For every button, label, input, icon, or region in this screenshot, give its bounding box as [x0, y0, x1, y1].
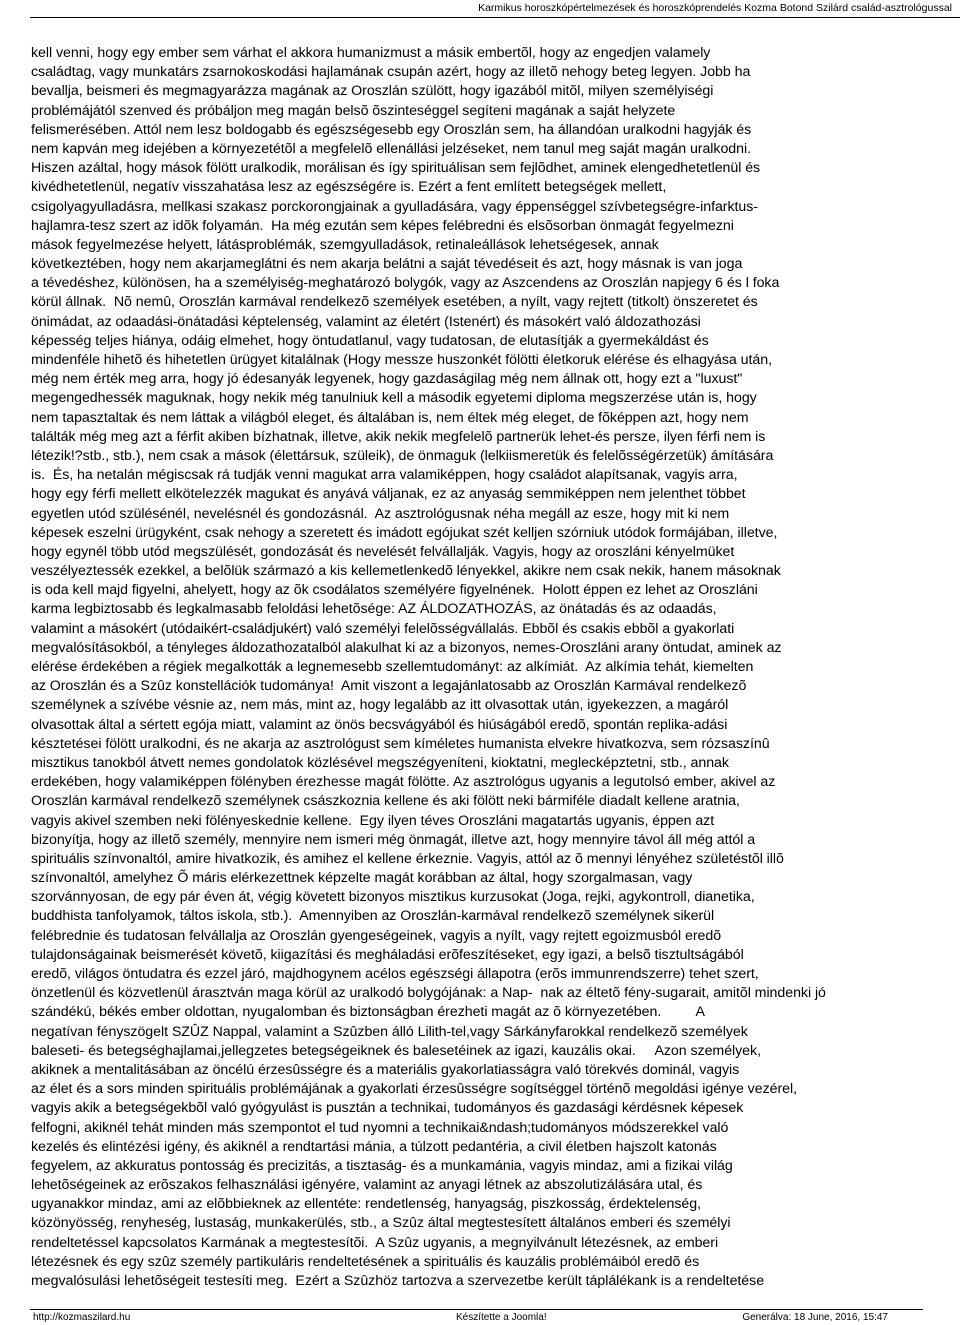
body-text-line: körül állnak. Nõ nemû, Oroszlán karmával rendelkezõ személyek esetében, a nyílt, vagy rejtett (titkolt) önszeretet és	[31, 294, 758, 311]
body-text-line: valamint a másokért (utódaikért-családjukért) való személyi felelõsségvállalás. Ebbõl és csakis ebbõl a gyakorlati	[31, 620, 735, 637]
body-text-line: késztetései fölött uralkodni, és ne akarja az asztrológust sem kíméletes humanista elvekre hivatkozva, sem rózsaszínû	[31, 735, 770, 752]
body-text-line: eredõ, világos öntudatra és ezzel járó, majdhogynem acélos egészségi állapotra (erõs immunrendszerre) tehet szert,	[31, 966, 759, 982]
body-text-line: olvasottak által a sértett egója miatt, valamint az önös becsvágyából és hiúságából eredõ, spontán replika-adási	[31, 716, 728, 733]
body-text-line: megengedhessék maguknak, hogy nekik még tanulniuk kell a második egyetemi diploma megszerzése után is, hogy	[31, 390, 757, 407]
body-text-line: misztikus tanokból átvett nemes gondolatok közlésével megszégyeníteni, kioktatni, meglecképztetni, stb., annak	[31, 754, 729, 771]
body-text-line: rendeltetéssel kapcsolatos Karmának a megtestesítõi. A Szûz ugyanis, a megnyilvánult létezésnek, az emberi	[31, 1234, 719, 1251]
body-text-line: önzetlenül és közvetlenül árasztván maga körül az uralkodó bolygójának: a Nap- nak az éltetõ fény-sugarait, amitõl mindenki jó	[31, 985, 826, 1002]
body-text-line: vagyis akivel szemben neki fölényeskednie kellene. Egy ilyen téves Oroszláni magatartás ugyanis, éppen azt	[31, 812, 715, 829]
body-text-line: felébrednie és tudatosan felvállalja az Oroszlán gyengeségeinek, vagyis a nyílt, vagy rejtett egoizmusból eredõ	[31, 927, 722, 944]
body-text-line: képesség teljes hiánya, odáig elmehet, hogy öntudatlanul, vagy tudatosan, de elutasítják a gyermekáldást és	[31, 332, 709, 349]
body-text-line: szándékú, békés ember oldottan, nyugalomban és biztonságban érezheti magát az õ környezetében. A	[31, 1004, 705, 1021]
body-text-line: létezésnek és egy szûz személy partikuláris rendeltetésének a spirituális és kauzális problémáiból eredõ és	[31, 1253, 700, 1270]
body-text-line: hogy egy férfi mellett elkötelezzék magukat és anyává váljanak, ez az anyaság semmiképpen nem jelenthet többet	[31, 486, 746, 503]
footer-generated-date: Generálva: 18 June, 2016, 15:47	[742, 1312, 888, 1323]
footer-divider	[30, 1309, 923, 1310]
body-text-line: következtében, hogy nem akarjameglátni és nem akarja belátni a saját tévedéseit és azt, hogy másnak is van joga	[31, 256, 743, 273]
body-text-line: is. És, ha netalán mégiscsak rá tudják venni magukat arra valamiképpen, hogy családot alapítsanak, vagyis arra,	[31, 467, 738, 484]
body-text-line: buddhista tanfolyamok, táltos iskola, stb.). Amennyiben az Oroszlán-karmával rendelkezõ személynek sikerül	[31, 908, 715, 925]
body-text-line: elérése érdekében a régiek megalkották a legnemesebb szellemtudományt: az alkímiát. Az alkímia tehát, kiemelten	[31, 659, 754, 675]
header-divider	[30, 17, 960, 18]
body-text-line: negatívan fényszögelt SZÛZ Nappal, valamint a Szûzben álló Lilith-tel,vagy Sárkányfarokkal rendelkezõ személyek	[31, 1023, 748, 1040]
body-text-line: bevallja, beismeri és megmagyarázza magának az Oroszlán szülött, hogy igazából mitõl, milyen személyiségi	[31, 83, 714, 100]
body-text-line: létezik!?stb., stb.), nem csak a mások (élettársuk, szüleik), de önmaguk (lelkiismeretük és felelõsségérzetük) ámítására	[31, 447, 774, 464]
body-text-line: mindenféle hihetõ és hihetetlen ürügyet kitalálnak (Hogy messze huszonkét fölötti életkoruk elérése és elhagyása után,	[31, 352, 772, 368]
body-text-line: problémájától szenved és próbáljon meg magán belsõ õszinteséggel segíteni magának a saját helyzete	[31, 102, 676, 119]
footer-site-link[interactable]: http://kozmaszilard.hu	[33, 1312, 131, 1323]
body-text-line: egyetlen utód szülésénél, nevelésnél és gondozásnál. Az asztrológusnak néha megáll az esze, hogy mit ki nem	[31, 505, 730, 522]
body-text-line: felismerésében. Attól nem lesz boldogabb és egészségesebb egy Oroszlán sem, ha állandóan uralkodni hagyják és	[31, 121, 752, 138]
body-text-line: megvalósításokból, a tényleges áldozathozatalból alakulhat ki az a bizonyos, nemes-Oroszláni arany öntudat, aminek az	[31, 639, 782, 656]
body-text-line: spirituális színvonaltól, amire hivatkozik, és amihez el kellene érkeznie. Vagyis, attól az õ mennyi lényéhez születéstõl illõ	[31, 850, 784, 867]
body-text-line: lehetõségeinek az erõszakos felhasználási igényére, valamint az anyagi létnek az abszolutizálására utal, és	[31, 1177, 703, 1194]
body-text-line: csigolyagyulladásra, mellkasi szakasz porckorongjainak a gyulladására, vagy éppenséggel szívbetegségre-infarktus-	[31, 198, 758, 215]
body-text-line: kezelés és elintézési igény, és akiknél a rendtartási mánia, a túlzott pedantéria, a civil életben hajszolt katonás	[31, 1138, 717, 1155]
body-text-line: tulajdonságainak beismerését követõ, kiigazítási és megháladási erõfeszítéseket, egy igazi, a belsõ tisztultságából	[31, 946, 744, 963]
body-text-line: erdekében, hogy valamiképpen fölényben érezhesse magát fölötte. Az asztrológus ugyanis a legutolsó ember, akivel az	[31, 774, 776, 791]
body-text-line: képesek eszelni ürügyként, csak nehogy a szeretett és imádott egójukat szét kelljen szórniuk utódok formájában, illetve,	[31, 524, 778, 541]
body-text-line: megvalósulási lehetõségeit testesíti meg. Ezért a Szûzhöz tartozva a szervezetbe került táplálékank is a rendeltetése	[31, 1273, 765, 1289]
body-text-line: veszélyeztessék ezekkel, a belõlük származó a kis kellemetlenkedõ lényekkel, akikre nem csak nekik, hanem másoknak	[31, 563, 781, 580]
body-text-line: hajlamra-tesz szert az idõk folyamán. Ha még ezután sem képes felébredni és elsõsorban önmagát fegyelmezni	[31, 217, 734, 234]
body-text-line: karma legbiztosabb és legkalmasabb feloldási lehetõsége: AZ ÁLDOZATHOZÁS, az önátadás és az odaadás,	[31, 601, 717, 618]
body-text-line: fegyelem, az akkuratus pontosság és precizitás, a tisztaság- és a munkamánia, vagyis mindaz, ami a fizikai világ	[31, 1157, 733, 1174]
body-text-line: önimádat, az odaadási-önátadási képtelenség, valamint az életért (Istenért) és másokért való áldozathozási	[31, 313, 701, 330]
body-text-line: nem kapván meg idejében a környezetétõl a megfelelõ ellenállási jelzéseket, nem tanul meg saját magán uralkodni.	[31, 140, 751, 157]
body-text-line: akiknek a mentalitásában az öncélú érzesûsségre és a materiális gyakorlatiasságra való törekvés dominál, vagyis	[31, 1061, 740, 1078]
body-text-line: közönyösség, renyheség, lustaság, munkakerülés, stb., a Szûz által megtestesített általános emberi és személyi	[31, 1215, 731, 1232]
footer-credit: Készítette a Joomla!	[456, 1312, 547, 1323]
body-text-line: is oda kell majd figyelni, ahelyett, hogy az õk csodálatos személyére figyelnének. Holott éppen ez lehet az Oroszláni	[31, 582, 758, 599]
body-text-line: az élet és a sors minden spirituális problémájának a gyakorlati érzesûsségre sogítséggel történõ megoldási igénye vezérel,	[31, 1081, 797, 1098]
body-text-line: bizonyítja, hogy az illetõ személy, mennyire nem ismeri még önmagát, illetve azt, hogy mennyire távol áll még attól a	[31, 831, 756, 848]
body-text-line: még nem érték meg arra, hogy jó édesanyák legyenek, hogy gazdaságilag még nem állnak ott, hogy ezt a "luxust"	[31, 371, 743, 388]
body-text-line: kell venni, hogy egy ember sem várhat el akkora humanizmust a másik embertõl, hogy az engedjen valamely	[31, 45, 711, 61]
body-text-line: felfogni, akiknél tehát minden más szempontot el tud nyomni a technikai&ndash;tudományos módszerekkel való	[31, 1119, 729, 1136]
body-text-line: szorvánnyosan, de egy pár éven át, végig követett bizonyos misztikus kurzusokat (Joga, rejki, agykontroll, dianetika,	[31, 889, 755, 906]
body-text-line: nem tapasztaltak és nem láttak a világból eleget, és általában is, nem éltek még eleget, de fõképpen azt, hogy nem	[31, 409, 749, 426]
body-text-line: Oroszlán karmával rendelkezõ személynek császkoznia kellene és aki fölött neki bármiféle diadalt kellene aratnia,	[31, 793, 740, 810]
body-text-line: színvonaltól, amelyhez Õ máris elérkezettnek képzelte magát korábban az által, hogy szorgalmasan, vagy	[31, 870, 693, 887]
body-text-line: személynek a szívébe vésnie az, nem más, mint az, hogy legalább az itt olvasottak után, igyekezzen, a magáról	[31, 697, 729, 714]
body-text-line: hogy egynél több utód megszülését, gondozását és nevelését felvállalják. Vagyis, hogy az oroszláni kényelmüket	[31, 543, 735, 560]
body-text-line: kivédhetetlenül, negatív visszahatása lesz az egészségére is. Ezért a fent említett betegségek mellett,	[31, 179, 667, 196]
page-footer	[33, 1312, 888, 1325]
body-text-line: találták még meg azt a férfit akiben bízhatnak, illetve, akik nekik megfelelõ partnerük lehet-és persze, ilyen férfi nem is	[31, 428, 766, 445]
body-text-line: Hiszen azáltal, hogy mások fölött uralkodik, morálisan és így spirituálisan sem fejlõdhet, aminek elengedhetetlenül és	[31, 160, 761, 177]
body-text-line: vagyis akik a betegségekbõl való gyógyulást is pusztán a technikai, tudományos és gazdasági kérdésnek képesek	[31, 1100, 744, 1117]
body-text-line: mások fegyelmezése helyett, látásproblémák, szemgyulladások, retinaleállások lehetségesek, annak	[31, 236, 659, 253]
body-text-line: családtag, vagy munkatárs zsarnokoskodási hajlamának csupán azért, hogy az illetõ nehogy beteg legyen. Jobb ha	[31, 64, 751, 81]
body-text-line: az Oroszlán és a Szûz konstellációk tudománya! Amit viszont a legajánlatosabb az Oroszlán Karmával rendelkezõ	[31, 678, 747, 695]
article-body	[31, 44, 929, 1291]
body-text-line: baleseti- és betegséghajlamai,jellegzetes betegségeiknek és balesetéinek az igazi, kauzális okai. Azon személyek,	[31, 1042, 761, 1059]
body-text-line: ugyanakkor mindaz, ami az elõbbieknek az ellentéte: rendetlenség, hanyagság, piszkosság, érdektelenség,	[31, 1196, 701, 1213]
page-header-title: Karmikus horoszkópértelmezések és horoszkóprendelés Kozma Botond Szilárd család-asztrológussal	[478, 2, 952, 14]
body-text-line: a tévedéshez, különösen, ha a személyiség-meghatározó bolygók, vagy az Aszcendens az Oroszlán napjegy 6 és l foka	[31, 275, 780, 292]
